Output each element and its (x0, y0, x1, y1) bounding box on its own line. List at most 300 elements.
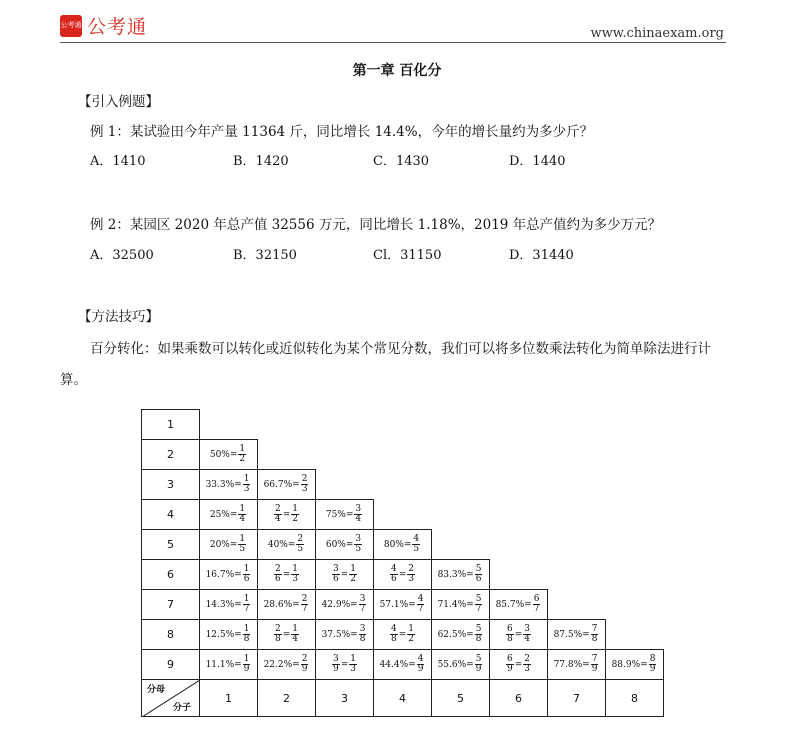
row-header: 3 (142, 470, 200, 500)
equivalent-fraction (243, 625, 251, 644)
denominator: 9 (506, 664, 513, 674)
table-cell (258, 470, 316, 500)
equivalent-fraction (291, 505, 299, 524)
equals-sign: = (282, 630, 291, 640)
empty-cell (316, 440, 374, 470)
equivalent-fraction (417, 655, 425, 674)
question-1: 例 1：某试验田今年产量 11364 斤，同比增长 14.4%，今年的增长量约为多少斤？ (90, 124, 594, 140)
source-fraction (274, 505, 282, 524)
equivalent-fraction (291, 565, 299, 584)
denominator: 5 (239, 544, 246, 554)
numerator: 2 (408, 564, 414, 574)
empty-cell (490, 440, 548, 470)
denominator: 7 (417, 604, 424, 614)
percent-value: 71.4% (437, 600, 467, 610)
denominator: 6 (243, 574, 250, 584)
percent-value: 75% (325, 510, 346, 520)
denominator: 9 (475, 664, 482, 674)
method-paragraph-line2: 算。 (60, 372, 87, 388)
table-cell (258, 560, 316, 590)
percent-value: 88.9% (611, 660, 641, 670)
denominator: 8 (243, 634, 250, 644)
denominator: 8 (274, 634, 281, 644)
empty-cell (258, 440, 316, 470)
equivalent-fraction (475, 565, 483, 584)
table-row (142, 620, 664, 650)
table-cell (316, 650, 374, 680)
table-cell (200, 500, 258, 530)
empty-cell (374, 500, 432, 530)
table-row (142, 650, 664, 680)
equivalent-fraction (649, 655, 657, 674)
equivalent-fraction (238, 535, 246, 554)
denominator: 4 (292, 634, 298, 644)
percent-value: 16.7% (205, 570, 235, 580)
table-cell (316, 530, 374, 560)
numerator: 2 (297, 534, 304, 544)
table-row (142, 410, 664, 440)
denominator: 7 (359, 604, 366, 614)
numerator: 2 (274, 564, 281, 574)
header-divider (60, 42, 726, 43)
empty-cell (316, 470, 374, 500)
equals-sign: = (466, 630, 474, 640)
numerator: 7 (591, 624, 598, 634)
equals-sign: = (234, 660, 242, 670)
table-cell (374, 650, 432, 680)
empty-cell (432, 470, 490, 500)
source-fraction (390, 625, 398, 644)
denominator: 8 (475, 634, 482, 644)
site-url: www.chinaexam.org (590, 26, 724, 41)
numerator: 2 (301, 474, 308, 484)
numerator: 3 (332, 564, 339, 574)
numerator: 3 (359, 624, 366, 634)
equivalent-fraction (533, 595, 541, 614)
equivalent-fraction (407, 625, 415, 644)
empty-cell (548, 530, 606, 560)
column-header: 1 (200, 680, 258, 717)
row-header: 8 (142, 620, 200, 650)
equals-sign: = (640, 660, 648, 670)
equals-sign: = (350, 630, 358, 640)
denominator: 6 (390, 574, 397, 584)
section-heading-intro: 【引入例题】 (78, 94, 159, 110)
table-cell (316, 560, 374, 590)
equals-sign: = (403, 540, 412, 550)
percent-value: 62.5% (437, 630, 467, 640)
source-fraction (506, 655, 514, 674)
section-heading-method: 【方法技巧】 (78, 309, 159, 325)
equals-sign: = (229, 510, 238, 520)
denominator: 5 (413, 544, 420, 554)
equals-sign: = (514, 630, 523, 640)
table-cell (374, 560, 432, 590)
row-header: 4 (142, 500, 200, 530)
table-cell (432, 590, 490, 620)
denominator: 4 (524, 634, 530, 644)
numerator: 2 (301, 594, 308, 604)
denominator: 9 (649, 664, 656, 674)
equivalent-fraction (475, 595, 483, 614)
empty-cell (432, 440, 490, 470)
q2-option-d: D．31440 (509, 248, 574, 263)
table-cell (432, 560, 490, 590)
table-cell (258, 650, 316, 680)
equivalent-fraction (591, 625, 599, 644)
numerator: 4 (390, 564, 397, 574)
table-row (142, 500, 664, 530)
denominator: 9 (332, 664, 339, 674)
table-cell (200, 470, 258, 500)
source-fraction (390, 565, 398, 584)
logo-text: 公考通 (87, 16, 148, 38)
q1-option-d: D．1440 (509, 154, 566, 169)
source-fraction (274, 625, 282, 644)
denominator: 2 (239, 454, 246, 464)
numerator: 1 (350, 654, 356, 664)
equals-sign: = (229, 540, 238, 550)
table-cell (258, 620, 316, 650)
denominator: 9 (417, 664, 424, 674)
empty-cell (374, 470, 432, 500)
denominator: 8 (390, 634, 397, 644)
table-cell (374, 590, 432, 620)
percent-value: 20% (209, 540, 230, 550)
empty-cell (432, 530, 490, 560)
equivalent-fraction (412, 535, 420, 554)
table-row (142, 440, 664, 470)
equals-sign: = (514, 660, 523, 670)
empty-cell (490, 470, 548, 500)
empty-cell (374, 410, 432, 440)
corner-label-bottom: 分子 (172, 703, 191, 713)
table-cell (200, 440, 258, 470)
table-cell (490, 620, 548, 650)
denominator: 2 (350, 574, 356, 584)
row-header: 6 (142, 560, 200, 590)
denominator: 4 (274, 514, 281, 524)
equals-sign: = (229, 450, 238, 460)
empty-cell (548, 560, 606, 590)
denominator: 8 (359, 634, 366, 644)
source-fraction (274, 565, 282, 584)
percent-value: 83.3% (437, 570, 467, 580)
table-cell (316, 620, 374, 650)
numerator: 1 (292, 564, 298, 574)
empty-cell (606, 620, 664, 650)
empty-cell (606, 530, 664, 560)
denominator: 4 (355, 514, 362, 524)
column-header: 7 (548, 680, 606, 717)
table-cell (316, 500, 374, 530)
table-cell (200, 530, 258, 560)
equals-sign: = (398, 570, 407, 580)
equals-sign: = (292, 480, 300, 490)
empty-cell (606, 500, 664, 530)
source-fraction (506, 625, 514, 644)
percent-value: 42.9% (321, 600, 351, 610)
chapter-title: 第一章 百化分 (352, 63, 442, 79)
denominator: 6 (274, 574, 281, 584)
percent-value: 37.5% (321, 630, 351, 640)
q1-option-b: B．1420 (233, 154, 289, 169)
numerator: 1 (408, 624, 414, 634)
empty-cell (490, 560, 548, 590)
denominator: 8 (591, 634, 598, 644)
numerator: 4 (417, 594, 424, 604)
equivalent-fraction (243, 565, 251, 584)
table-cell (432, 620, 490, 650)
equals-sign: = (466, 660, 474, 670)
percent-value: 14.3% (205, 600, 235, 610)
equals-sign: = (582, 630, 590, 640)
denominator: 3 (524, 664, 530, 674)
percent-value: 25% (209, 510, 230, 520)
numerator: 1 (243, 624, 250, 634)
equals-sign: = (408, 600, 416, 610)
q2-option-a: A．32500 (90, 248, 154, 263)
numerator: 3 (332, 654, 339, 664)
table-cell (490, 590, 548, 620)
numerator: 2 (274, 504, 281, 514)
equals-sign: = (287, 540, 296, 550)
equals-sign: = (292, 660, 300, 670)
percent-value: 50% (209, 450, 230, 460)
table-cell (606, 650, 664, 680)
column-header: 6 (490, 680, 548, 717)
equivalent-fraction (243, 475, 251, 494)
percent-value: 80% (383, 540, 404, 550)
denominator: 7 (243, 604, 250, 614)
empty-cell (606, 410, 664, 440)
row-header: 2 (142, 440, 200, 470)
table-cell (374, 620, 432, 650)
source-fraction (332, 565, 340, 584)
denominator: 5 (297, 544, 304, 554)
column-header: 5 (432, 680, 490, 717)
q1-option-c: C．1430 (373, 154, 430, 169)
equivalent-fraction (301, 595, 309, 614)
numerator: 1 (292, 624, 298, 634)
empty-cell (432, 500, 490, 530)
table-cell (548, 650, 606, 680)
empty-cell (490, 530, 548, 560)
corner-label-top: 分母 (147, 685, 166, 695)
denominator: 3 (408, 574, 414, 584)
percent-value: 66.7% (263, 480, 293, 490)
numerator: 5 (475, 654, 482, 664)
equals-sign: = (234, 630, 242, 640)
corner-header (142, 680, 200, 717)
denominator: 7 (301, 604, 308, 614)
source-fraction (332, 655, 340, 674)
denominator: 9 (301, 664, 308, 674)
table-cell (548, 620, 606, 650)
numerator: 4 (413, 534, 420, 544)
table-cell (316, 590, 374, 620)
table-cell (374, 530, 432, 560)
empty-cell (548, 470, 606, 500)
equals-sign: = (234, 600, 242, 610)
equivalent-fraction (523, 655, 531, 674)
table-cell (258, 530, 316, 560)
equivalent-fraction (349, 655, 357, 674)
empty-cell (548, 440, 606, 470)
equals-sign: = (466, 600, 474, 610)
empty-cell (432, 410, 490, 440)
equals-sign: = (234, 480, 242, 490)
row-header: 9 (142, 650, 200, 680)
numerator: 5 (475, 564, 482, 574)
equals-sign: = (234, 570, 242, 580)
equivalent-fraction (243, 595, 251, 614)
equals-sign: = (408, 660, 416, 670)
question-2: 例 2：某园区 2020 年总产值 32556 万元，同比增长 1.18%，2019 年总产值约为多少万元？ (90, 217, 662, 233)
percent-value: 22.2% (263, 660, 293, 670)
percent-value: 87.5% (553, 630, 583, 640)
numerator: 1 (239, 534, 246, 544)
empty-cell (374, 440, 432, 470)
empty-cell (490, 410, 548, 440)
empty-cell (606, 590, 664, 620)
percent-value: 28.6% (263, 600, 293, 610)
empty-cell (258, 410, 316, 440)
equals-sign: = (350, 600, 358, 610)
equivalent-fraction (359, 625, 367, 644)
numerator: 6 (506, 654, 513, 664)
equals-sign: = (398, 630, 407, 640)
denominator: 6 (332, 574, 339, 584)
percent-value: 40% (267, 540, 288, 550)
denominator: 4 (239, 514, 246, 524)
denominator: 2 (408, 634, 414, 644)
numerator: 8 (649, 654, 656, 664)
percent-value: 12.5% (205, 630, 235, 640)
numerator: 5 (475, 594, 482, 604)
logo (60, 12, 147, 39)
equivalent-fraction (475, 655, 483, 674)
denominator: 6 (475, 574, 482, 584)
table-row (142, 530, 664, 560)
column-header: 2 (258, 680, 316, 717)
equals-sign: = (292, 600, 300, 610)
empty-cell (606, 470, 664, 500)
empty-cell (548, 410, 606, 440)
denominator: 9 (243, 664, 250, 674)
column-header: 4 (374, 680, 432, 717)
empty-cell (316, 410, 374, 440)
method-paragraph-line1: 百分转化：如果乘数可以转化或近似转化为某个常见分数，我们可以将多位数乘法转化为简单除法进行计 (90, 341, 711, 357)
numerator: 2 (301, 654, 308, 664)
equivalent-fraction (301, 475, 309, 494)
logo-badge: 公考通 (60, 15, 82, 37)
row-header: 5 (142, 530, 200, 560)
percent-value: 77.8% (553, 660, 583, 670)
table-cell (200, 590, 258, 620)
table-cell (258, 590, 316, 620)
row-header: 1 (142, 410, 200, 440)
q2-option-b: B．32150 (233, 248, 297, 263)
equivalent-fraction (591, 655, 599, 674)
equivalent-fraction (291, 625, 299, 644)
denominator: 2 (292, 514, 298, 524)
column-header: 8 (606, 680, 664, 717)
numerator: 3 (355, 504, 362, 514)
equals-sign: = (282, 510, 291, 520)
numerator: 1 (239, 444, 246, 454)
q2-option-c: Cl．31150 (373, 248, 442, 263)
denominator: 8 (506, 634, 513, 644)
denominator: 5 (355, 544, 362, 554)
table-cell (200, 620, 258, 650)
numerator: 1 (292, 504, 298, 514)
numerator: 1 (350, 564, 356, 574)
numerator: 3 (359, 594, 366, 604)
table-cell (258, 500, 316, 530)
equals-sign: = (340, 660, 349, 670)
table-cell (200, 560, 258, 590)
equivalent-fraction (475, 625, 483, 644)
equivalent-fraction (238, 505, 246, 524)
denominator: 3 (243, 484, 250, 494)
empty-cell (606, 560, 664, 590)
numerator: 3 (524, 624, 530, 634)
equals-sign: = (466, 570, 474, 580)
table-row (142, 590, 664, 620)
empty-cell (548, 590, 606, 620)
percent-value: 60% (325, 540, 346, 550)
empty-cell (548, 500, 606, 530)
empty-cell (200, 410, 258, 440)
equivalent-fraction (238, 445, 246, 464)
denominator: 7 (533, 604, 540, 614)
equivalent-fraction (417, 595, 425, 614)
equivalent-fraction (354, 535, 362, 554)
percent-value: 11.1% (205, 660, 235, 670)
numerator: 1 (243, 474, 250, 484)
equals-sign: = (582, 660, 590, 670)
numerator: 2 (274, 624, 281, 634)
equivalent-fraction (296, 535, 304, 554)
equals-sign: = (340, 570, 349, 580)
table-cell (200, 650, 258, 680)
numerator: 6 (506, 624, 513, 634)
q1-option-a: A．1410 (90, 154, 146, 169)
percent-value: 57.1% (379, 600, 409, 610)
equivalent-fraction (301, 655, 309, 674)
denominator: 9 (591, 664, 598, 674)
empty-cell (490, 500, 548, 530)
page-header (0, 0, 794, 44)
equivalent-fraction (243, 655, 251, 674)
numerator: 4 (390, 624, 397, 634)
denominator: 7 (475, 604, 482, 614)
numerator: 6 (533, 594, 540, 604)
table-cell (432, 650, 490, 680)
percent-value: 44.4% (379, 660, 409, 670)
equivalent-fraction (359, 595, 367, 614)
equivalent-fraction (407, 565, 415, 584)
numerator: 4 (417, 654, 424, 664)
equals-sign: = (345, 510, 354, 520)
equals-sign: = (282, 570, 291, 580)
equals-sign: = (524, 600, 532, 610)
table-row (142, 560, 664, 590)
numerator: 5 (475, 624, 482, 634)
column-header: 3 (316, 680, 374, 717)
percent-value: 55.6% (437, 660, 467, 670)
